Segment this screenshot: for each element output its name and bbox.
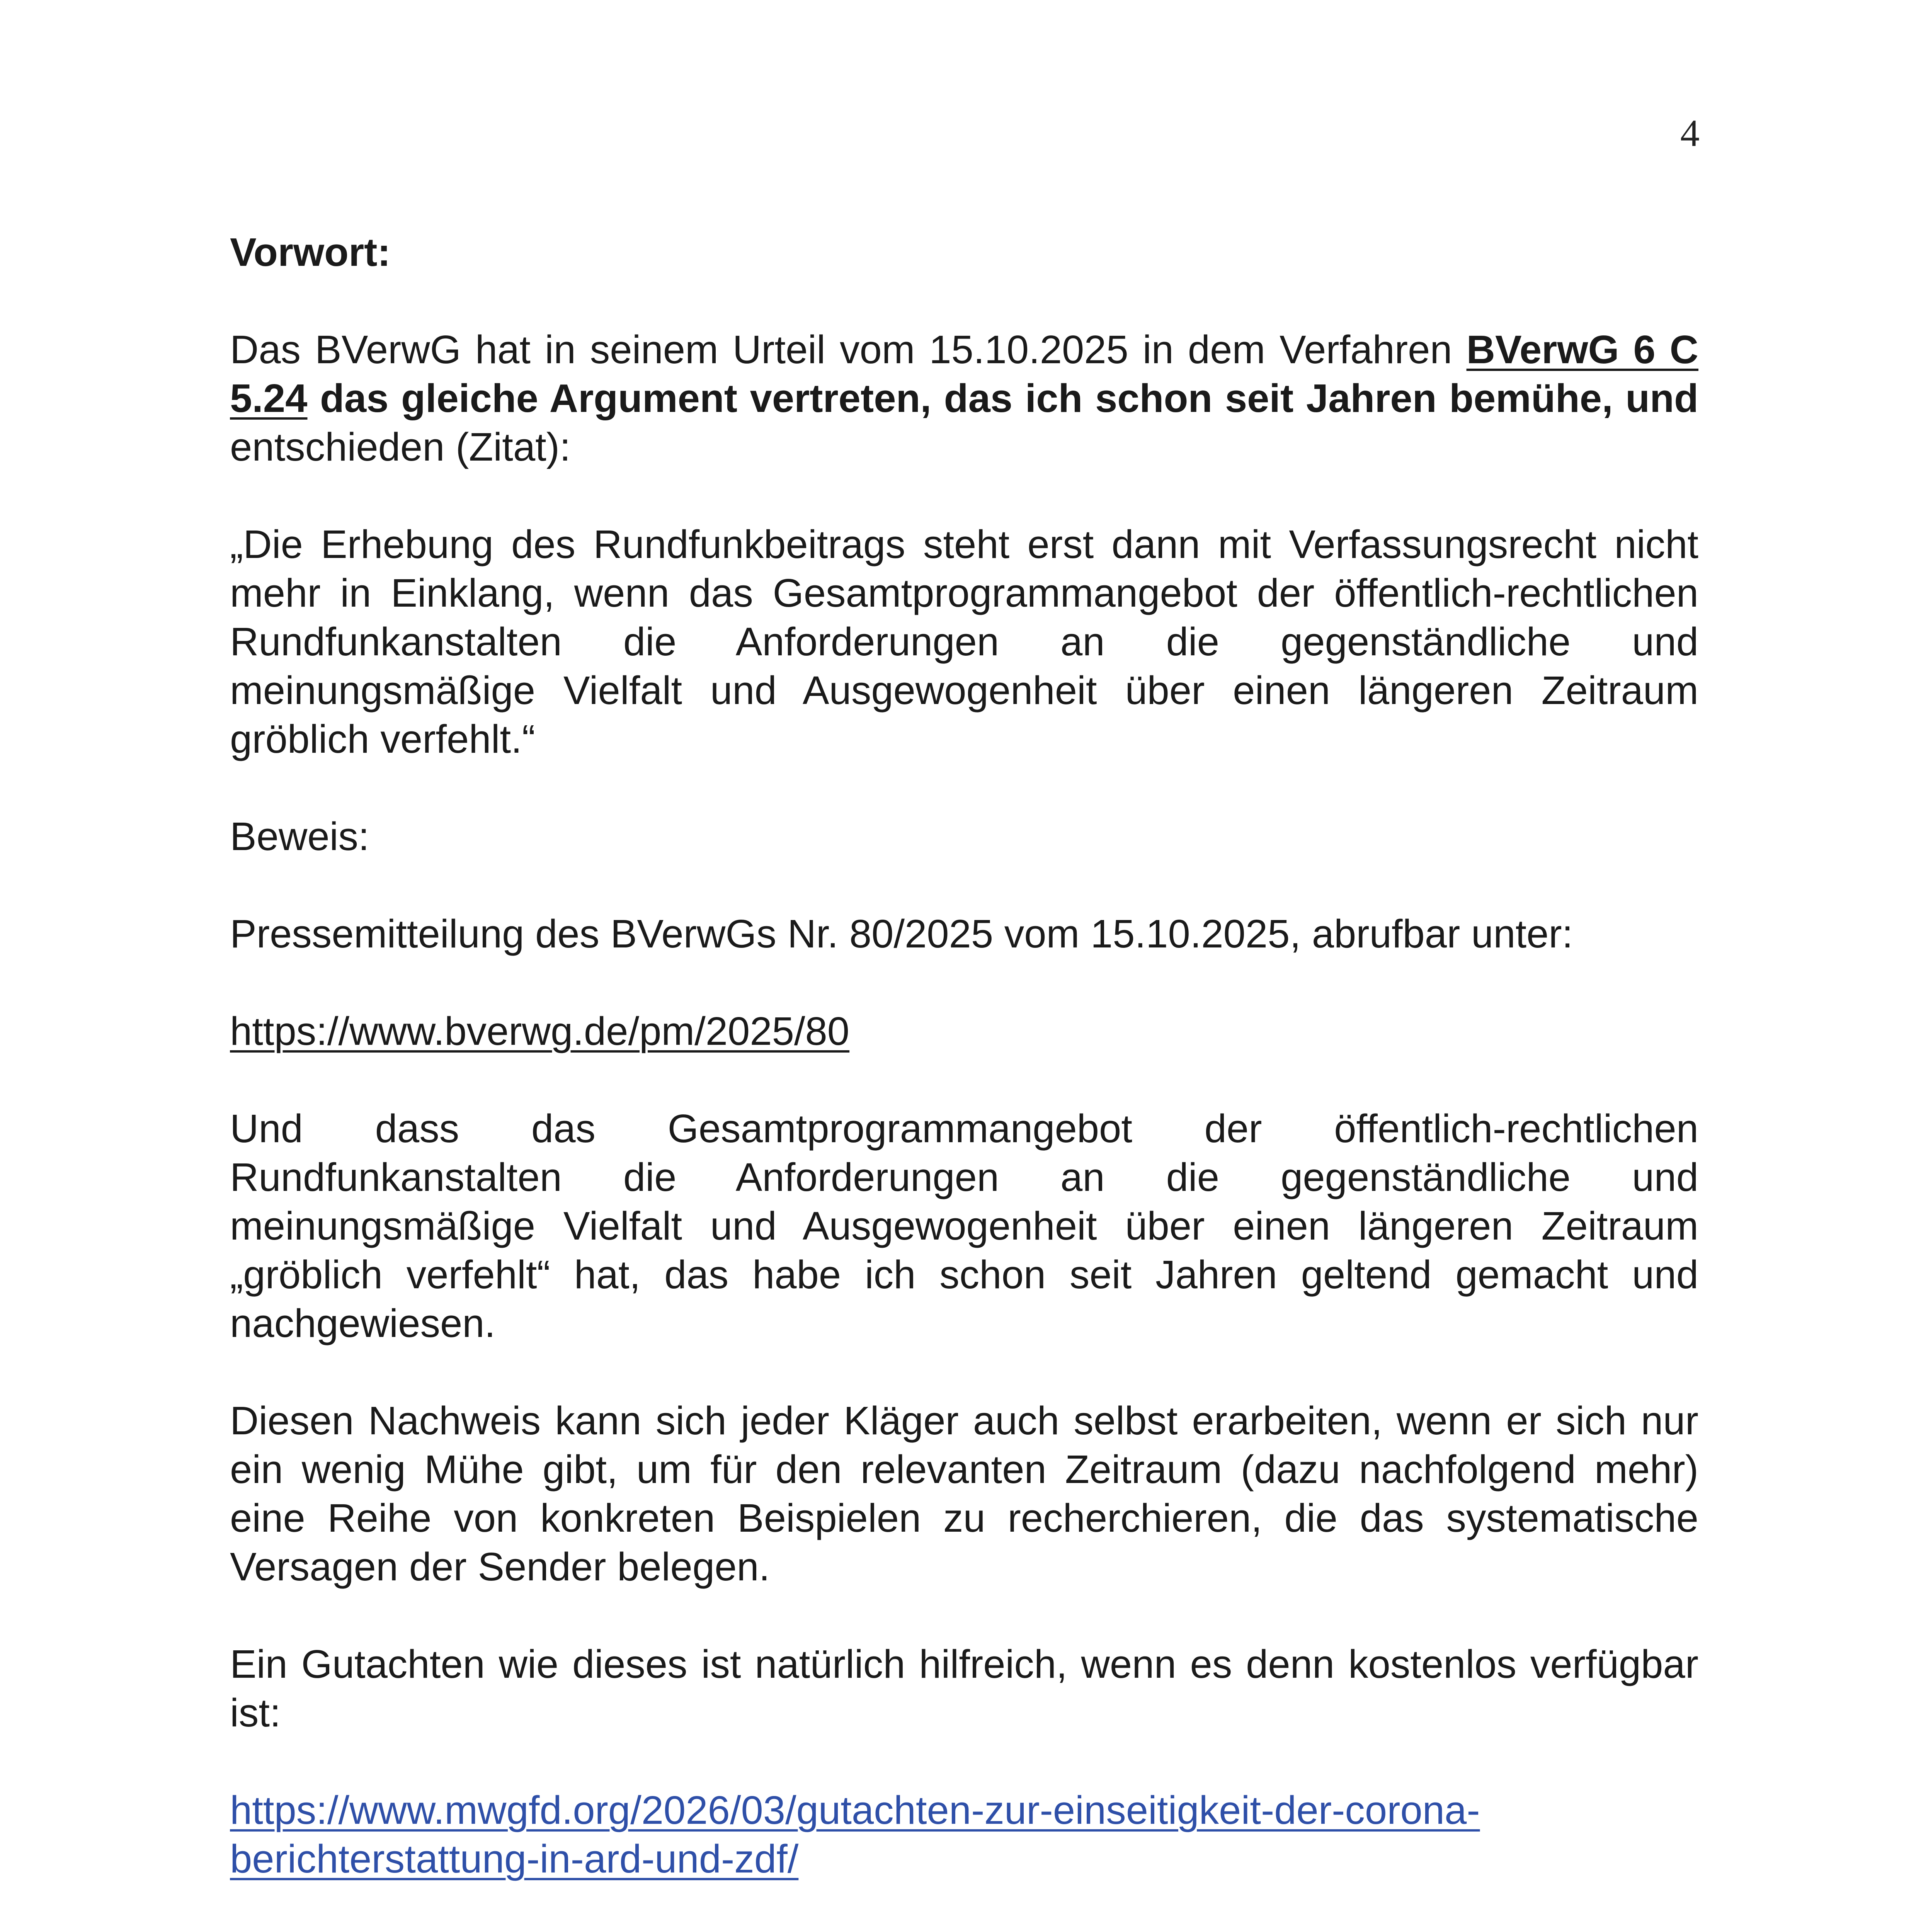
expert-report-link-line-2[interactable]: berichterstattung-in-ard-und-zdf/ <box>230 1837 799 1881</box>
intro-text: Das BVerwG hat in seinem Urteil vom 15.10.2025 in dem Verfahren <box>230 327 1467 372</box>
press-release-link[interactable]: https://www.bverwg.de/pm/2025/80 <box>230 1009 850 1053</box>
evidence-label: Beweis: <box>230 814 369 859</box>
document-body <box>230 228 1698 1932</box>
page-number: 4 <box>1680 112 1700 155</box>
expert-report-paragraph: Ein Gutachten wie dieses ist natürlich hilfreich, wenn es denn kostenlos verfügbar ist: <box>230 1642 1698 1735</box>
section-heading: Vorwort: <box>230 230 391 274</box>
argument-paragraph: Und dass das Gesamtprogrammangebot der öffentlich-rechtlichen Rundfunkanstalten die Anforderungen an die gegenständliche und meinungsmäßige Vielfalt und Ausgewogenheit über einen längeren Zeitraum „gröblich verfehlt“ hat, das habe ich schon seit Jahren geltend gemacht und nachgewiesen. <box>230 1106 1698 1345</box>
court-quote: „Die Erhebung des Rundfunkbeitrags steht erst dann mit Verfassungsrecht nicht mehr in Einklang, wenn das Gesamtprogrammangebot der öffentlich-rechtlichen Rundfunkanstalten die Anforderungen an die gegenständliche und meinungsmäßige Vielfalt und Ausgewogenheit über einen längeren Zeitraum gröblich verfehlt.“ <box>230 522 1698 761</box>
intro-paragraph <box>230 325 1698 471</box>
expert-report-link-line-1[interactable]: https://www.mwgfd.org/2026/03/gutachten-zur-einseitigkeit-der-corona- <box>230 1788 1480 1832</box>
evidence-paragraph: Diesen Nachweis kann sich jeder Kläger auch selbst erarbeiten, wenn er sich nur ein wenig Mühe gibt, um für den relevanten Zeitraum (dazu nachfolgend mehr) eine Reihe von konkreten Beispielen zu recherchieren, die das systematische Versagen der Sender belegen. <box>230 1398 1698 1589</box>
press-link-paragraph <box>230 1007 1698 1056</box>
intro-tail-text: entschieden (Zitat): <box>230 425 571 469</box>
expert-report-link-paragraph <box>230 1786 1698 1883</box>
press-release-reference: Pressemitteilung des BVerwGs Nr. 80/2025 vom 15.10.2025, abrufbar unter: <box>230 912 1573 956</box>
intro-bold-text: das gleiche Argument vertreten, das ich schon seit Jahren bemühe, und <box>307 376 1698 420</box>
case-reference: BVerwG 6 C 5.24 <box>230 327 1698 420</box>
